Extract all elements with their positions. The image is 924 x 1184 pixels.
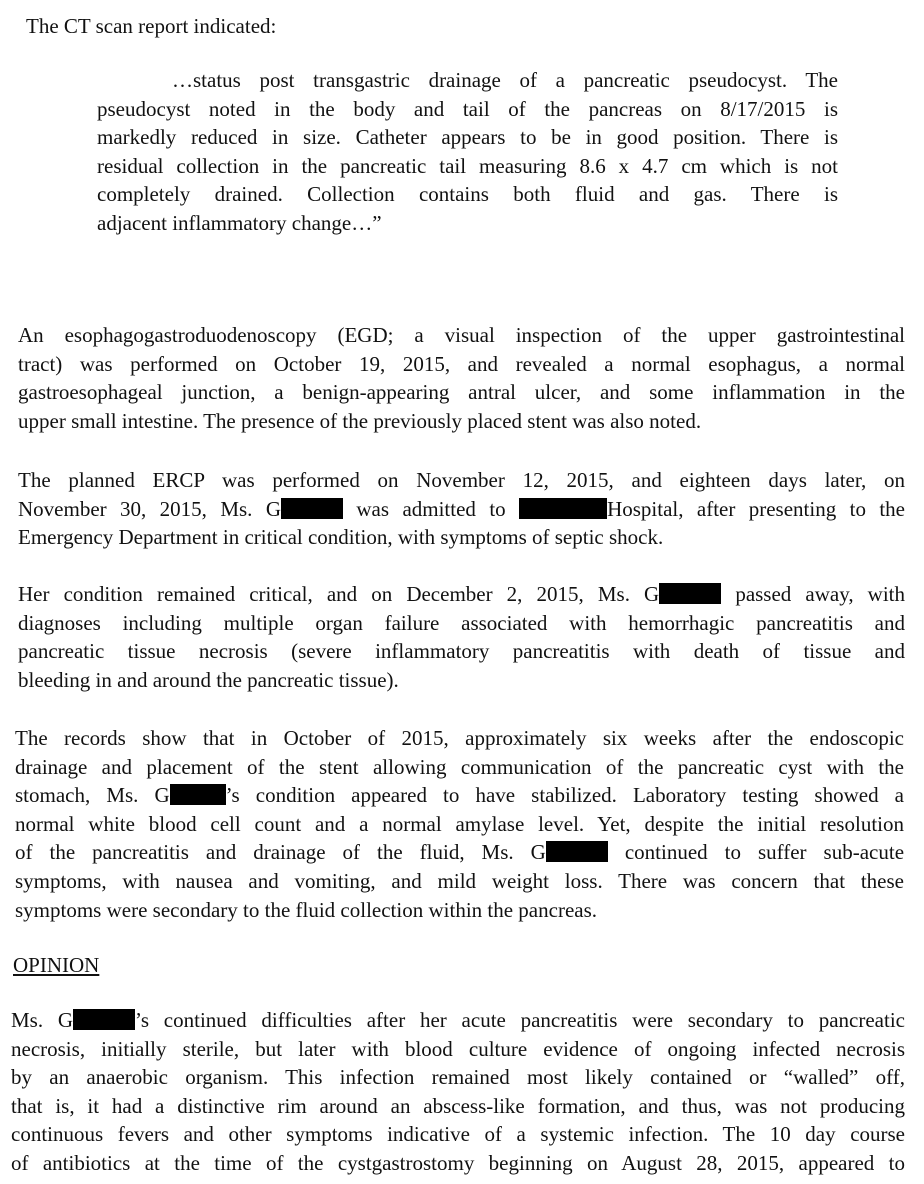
quote-line: …status post transgastric drainage of a pancreatic pseudocyst. The [172, 68, 838, 92]
paragraph-line: normal white blood cell count and a normal amylase level. Yet, despite the initial resolution [15, 811, 904, 836]
paragraph-line: pancreatic tissue necrosis (severe inflammatory pancreatitis with death of tissue and [18, 639, 905, 664]
redaction-bar [170, 784, 226, 805]
text-segment: ’s continued difficulties after her acute pancreatitis were secondary to pancreatic [135, 1008, 905, 1032]
paragraph-records [15, 724, 904, 924]
paragraph-line [11, 1006, 905, 1035]
quote-line: completely drained. Collection contains both fluid and gas. There is [97, 182, 838, 207]
redaction-bar [546, 841, 608, 862]
paragraph-line: diagnoses including multiple organ failure associated with hemorrhagic pancreatitis and [18, 610, 905, 635]
text-segment: passed away, with [735, 582, 906, 606]
text-segment: Hospital, after presenting to the [607, 496, 906, 521]
paragraph-line: continuous fevers and other symptoms indicative of a systemic infection. The 10 day course [11, 1122, 905, 1147]
text-segment: was admitted to [356, 496, 506, 521]
paragraph-egd [18, 321, 905, 435]
text-segment: stomach, Ms. G [15, 783, 170, 808]
paragraph-line: Emergency Department in critical condition, with symptoms of septic shock. [18, 525, 664, 550]
paragraph-line: symptoms, with nausea and vomiting, and mild weight loss. There was concern that these [15, 868, 904, 893]
paragraph-line: tract) was performed on October 19, 2015, and revealed a normal esophagus, a normal [18, 351, 905, 376]
paragraph-line: An esophagogastroduodenoscopy (EGD; a visual inspection of the upper gastrointestinal [18, 323, 905, 347]
paragraph-line: by an anaerobic organism. This infection remained most likely contained or “walled” off, [11, 1065, 905, 1090]
paragraph-line: drainage and placement of the stent allowing communication of the pancreatic cyst with the [15, 754, 904, 779]
intro-text: The CT scan report indicated: [26, 14, 277, 38]
quote-line: pseudocyst noted in the body and tail of the pancreas on 8/17/2015 is [97, 96, 838, 121]
quote-line: adjacent inflammatory change…” [97, 210, 382, 235]
paragraph-opinion [11, 1006, 905, 1178]
text-segment: ’s condition appeared to have stabilized. Laboratory testing showed a [225, 783, 904, 808]
paragraph-line [15, 838, 904, 867]
text-segment: November 30, 2015, Ms. G [18, 496, 281, 521]
paragraph-condition [18, 580, 905, 694]
paragraph-line: that is, it had a distinctive rim around an abscess-like formation, and thus, was not producing [11, 1093, 905, 1118]
paragraph-line: upper small intestine. The presence of the previously placed stent was also noted. [18, 408, 702, 433]
paragraph-line: symptoms were secondary to the fluid collection within the pancreas. [15, 897, 598, 922]
paragraph-line: of antibiotics at the time of the cystgastrostomy beginning on August 28, 2015, appeared to [11, 1150, 905, 1175]
section-heading-opinion: OPINION [13, 953, 100, 977]
ct-report-quote [97, 66, 838, 238]
paragraph-line: gastroesophageal junction, a benign-appearing antral ulcer, and some inflammation in the [18, 380, 905, 405]
paragraph-ercp [18, 466, 905, 552]
paragraph-line [15, 781, 904, 810]
paragraph-line: bleeding in and around the pancreatic tissue). [18, 667, 399, 692]
text-segment: of the pancreatitis and drainage of the fluid, Ms. G [15, 840, 546, 865]
redaction-bar [519, 498, 607, 519]
paragraph-line [18, 495, 905, 524]
paragraph-line: The records show that in October of 2015, approximately six weeks after the endoscopic [15, 726, 904, 750]
redaction-bar [281, 498, 343, 519]
text-segment: continued to suffer sub-acute [624, 840, 905, 865]
quote-line: residual collection in the pancreatic tail measuring 8.6 x 4.7 cm which is not [97, 153, 838, 178]
paragraph-line [18, 580, 905, 609]
text-segment: Her condition remained critical, and on December 2, 2015, Ms. G [18, 582, 660, 606]
quote-line: markedly reduced in size. Catheter appears to be in good position. There is [97, 125, 838, 150]
paragraph-line: The planned ERCP was performed on November 12, 2015, and eighteen days later, on [18, 468, 905, 492]
text-segment: Ms. G [11, 1008, 74, 1032]
redaction-bar [659, 583, 721, 604]
intro-line [26, 12, 626, 41]
redaction-bar [73, 1009, 135, 1030]
paragraph-line: necrosis, initially sterile, but later with blood culture evidence of ongoing infected necrosis [11, 1036, 905, 1061]
